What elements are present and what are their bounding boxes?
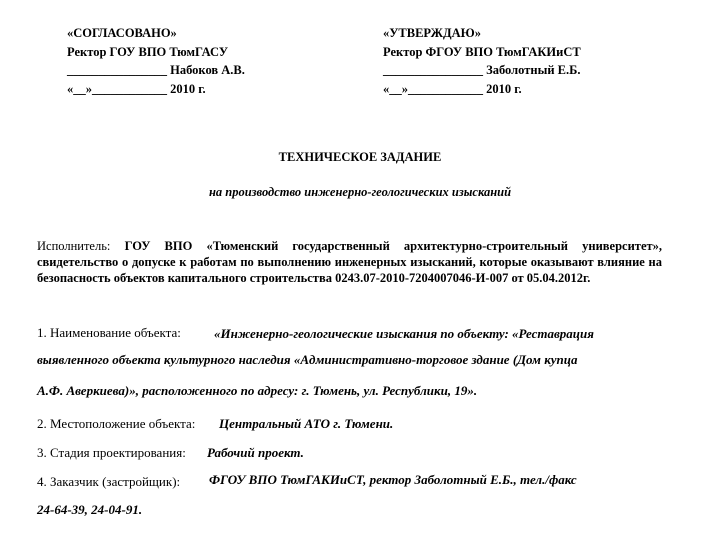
object-name-label: 1. Наименование объекта: <box>37 325 181 340</box>
executor-paragraph <box>37 238 662 286</box>
confirmed-heading: «УТВЕРЖДАЮ» <box>383 26 481 40</box>
object-name-value-line2: выявленного объекта культурного наследия «Административно-торговое здание (Дом купца <box>37 352 578 367</box>
stage-label: 3. Стадия проектирования: <box>37 445 186 460</box>
object-name-value-line3: А.Ф. Аверкиева)», расположенного по адресу: г. Тюмень, ул. Республики, 19». <box>37 383 478 398</box>
document-subtitle: на производство инженерно-геологических изысканий <box>208 185 512 199</box>
stage-value: Рабочий проект. <box>207 445 304 460</box>
approved-date-line: «__»____________ 2010 г. <box>67 81 206 96</box>
customer-label: 4. Заказчик (застройщик): <box>37 474 181 489</box>
approved-signature-line: ________________ Набоков А.В. <box>67 63 245 77</box>
confirmed-date-line: «__»____________ 2010 г. <box>383 81 522 96</box>
confirmed-position: Ректор ФГОУ ВПО ТюмГАКИиСТ <box>383 44 581 59</box>
confirmed-block <box>383 24 581 98</box>
customer-value-line2: 24-64-39, 24-04-91. <box>37 502 143 517</box>
executor-label: Исполнитель: <box>37 239 111 253</box>
approved-heading: «СОГЛАСОВАНО» <box>67 26 177 40</box>
document-title: ТЕХНИЧЕСКОЕ ЗАДАНИЕ <box>278 150 442 164</box>
location-value: Центральный АТО г. Тюмени. <box>219 416 394 431</box>
object-name-value-line1: «Инженерно-геологические изыскания по объекту: «Реставрация <box>214 326 594 341</box>
customer-value-line1: ФГОУ ВПО ТюмГАКИиСТ, ректор Заболотный Е.Б., тел./факс <box>209 472 577 487</box>
confirmed-signature-line: ________________ Заболотный Е.Б. <box>383 63 581 77</box>
executor-text: ГОУ ВПО «Тюменский государственный архитектурно-строительный университет», свидетельство о допуске к работам по выполнению инженерных изысканий, которые оказывают влияние на безопасность объектов капитального строительства 0243.07-2010-7204007046-И-007 от 05.04.2012г. <box>37 239 663 285</box>
approved-position: Ректор ГОУ ВПО ТюмГАСУ <box>67 44 229 59</box>
approved-block <box>67 24 245 98</box>
location-label: 2. Местоположение объекта: <box>37 416 196 431</box>
